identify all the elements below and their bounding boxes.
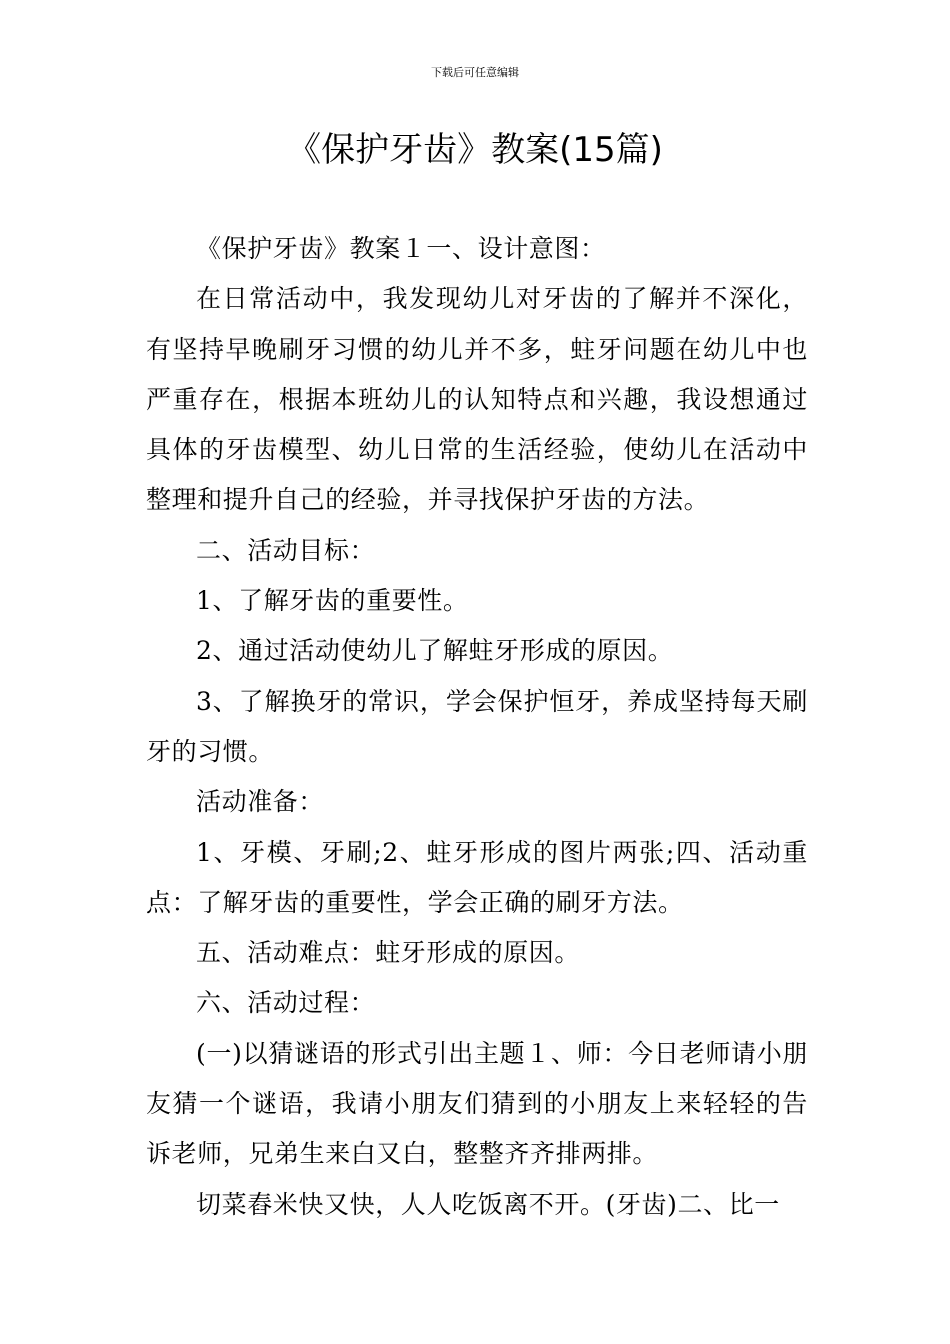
paragraph-design-intent-heading: 《保护牙齿》教案１一、设计意图： bbox=[196, 234, 606, 263]
paragraph-process-heading: 六、活动过程： bbox=[196, 988, 376, 1018]
paragraph-riddle-answer: 切菜舂米快又快，人人吃饭离不开。(牙齿)二、比一 bbox=[196, 1189, 780, 1219]
paragraph-goal-2: 2、通过活动使幼儿了解蛀牙形成的原因。 bbox=[196, 636, 674, 666]
document-body bbox=[146, 224, 808, 1230]
header-note: 下载后可任意编辑 bbox=[431, 66, 519, 79]
paragraph-goals-heading: 二、活动目标： bbox=[196, 535, 376, 565]
paragraph-design-intent: 在日常活动中，我发现幼儿对牙齿的了解并不深化，有坚持早晚刷牙习惯的幼儿并不多，蛀牙问题在幼儿中也严重存在，根据本班幼儿的认知特点和兴趣，我设想通过具体的牙齿模型、幼儿日常的生活经验，使幼儿在活动中整理和提升自己的经验，并寻找保护牙齿的方法。 bbox=[146, 284, 808, 515]
paragraph-goal-3: 3、了解换牙的常识，学会保护恒牙，养成坚持每天刷牙的习惯。 bbox=[146, 686, 808, 766]
paragraph-process-step-1: (一)以猜谜语的形式引出主题１、师：今日老师请小朋友猜一个谜语，我请小朋友们猜到的小朋友上来轻轻的告诉老师，兄弟生来白又白，整整齐齐排两排。 bbox=[146, 1038, 808, 1169]
paragraph-difficulty: 五、活动难点：蛀牙形成的原因。 bbox=[196, 938, 581, 968]
paragraph-preparation-heading: 活动准备： bbox=[196, 787, 325, 817]
paragraph-goal-1: 1、了解牙齿的重要性。 bbox=[196, 586, 469, 616]
paragraph-preparation: 1、牙模、牙刷;2、蛀牙形成的图片两张;四、活动重点：了解牙齿的重要性，学会正确的刷牙方法。 bbox=[146, 837, 808, 917]
document-title: 《保护牙齿》教案(15篇) bbox=[287, 130, 663, 170]
